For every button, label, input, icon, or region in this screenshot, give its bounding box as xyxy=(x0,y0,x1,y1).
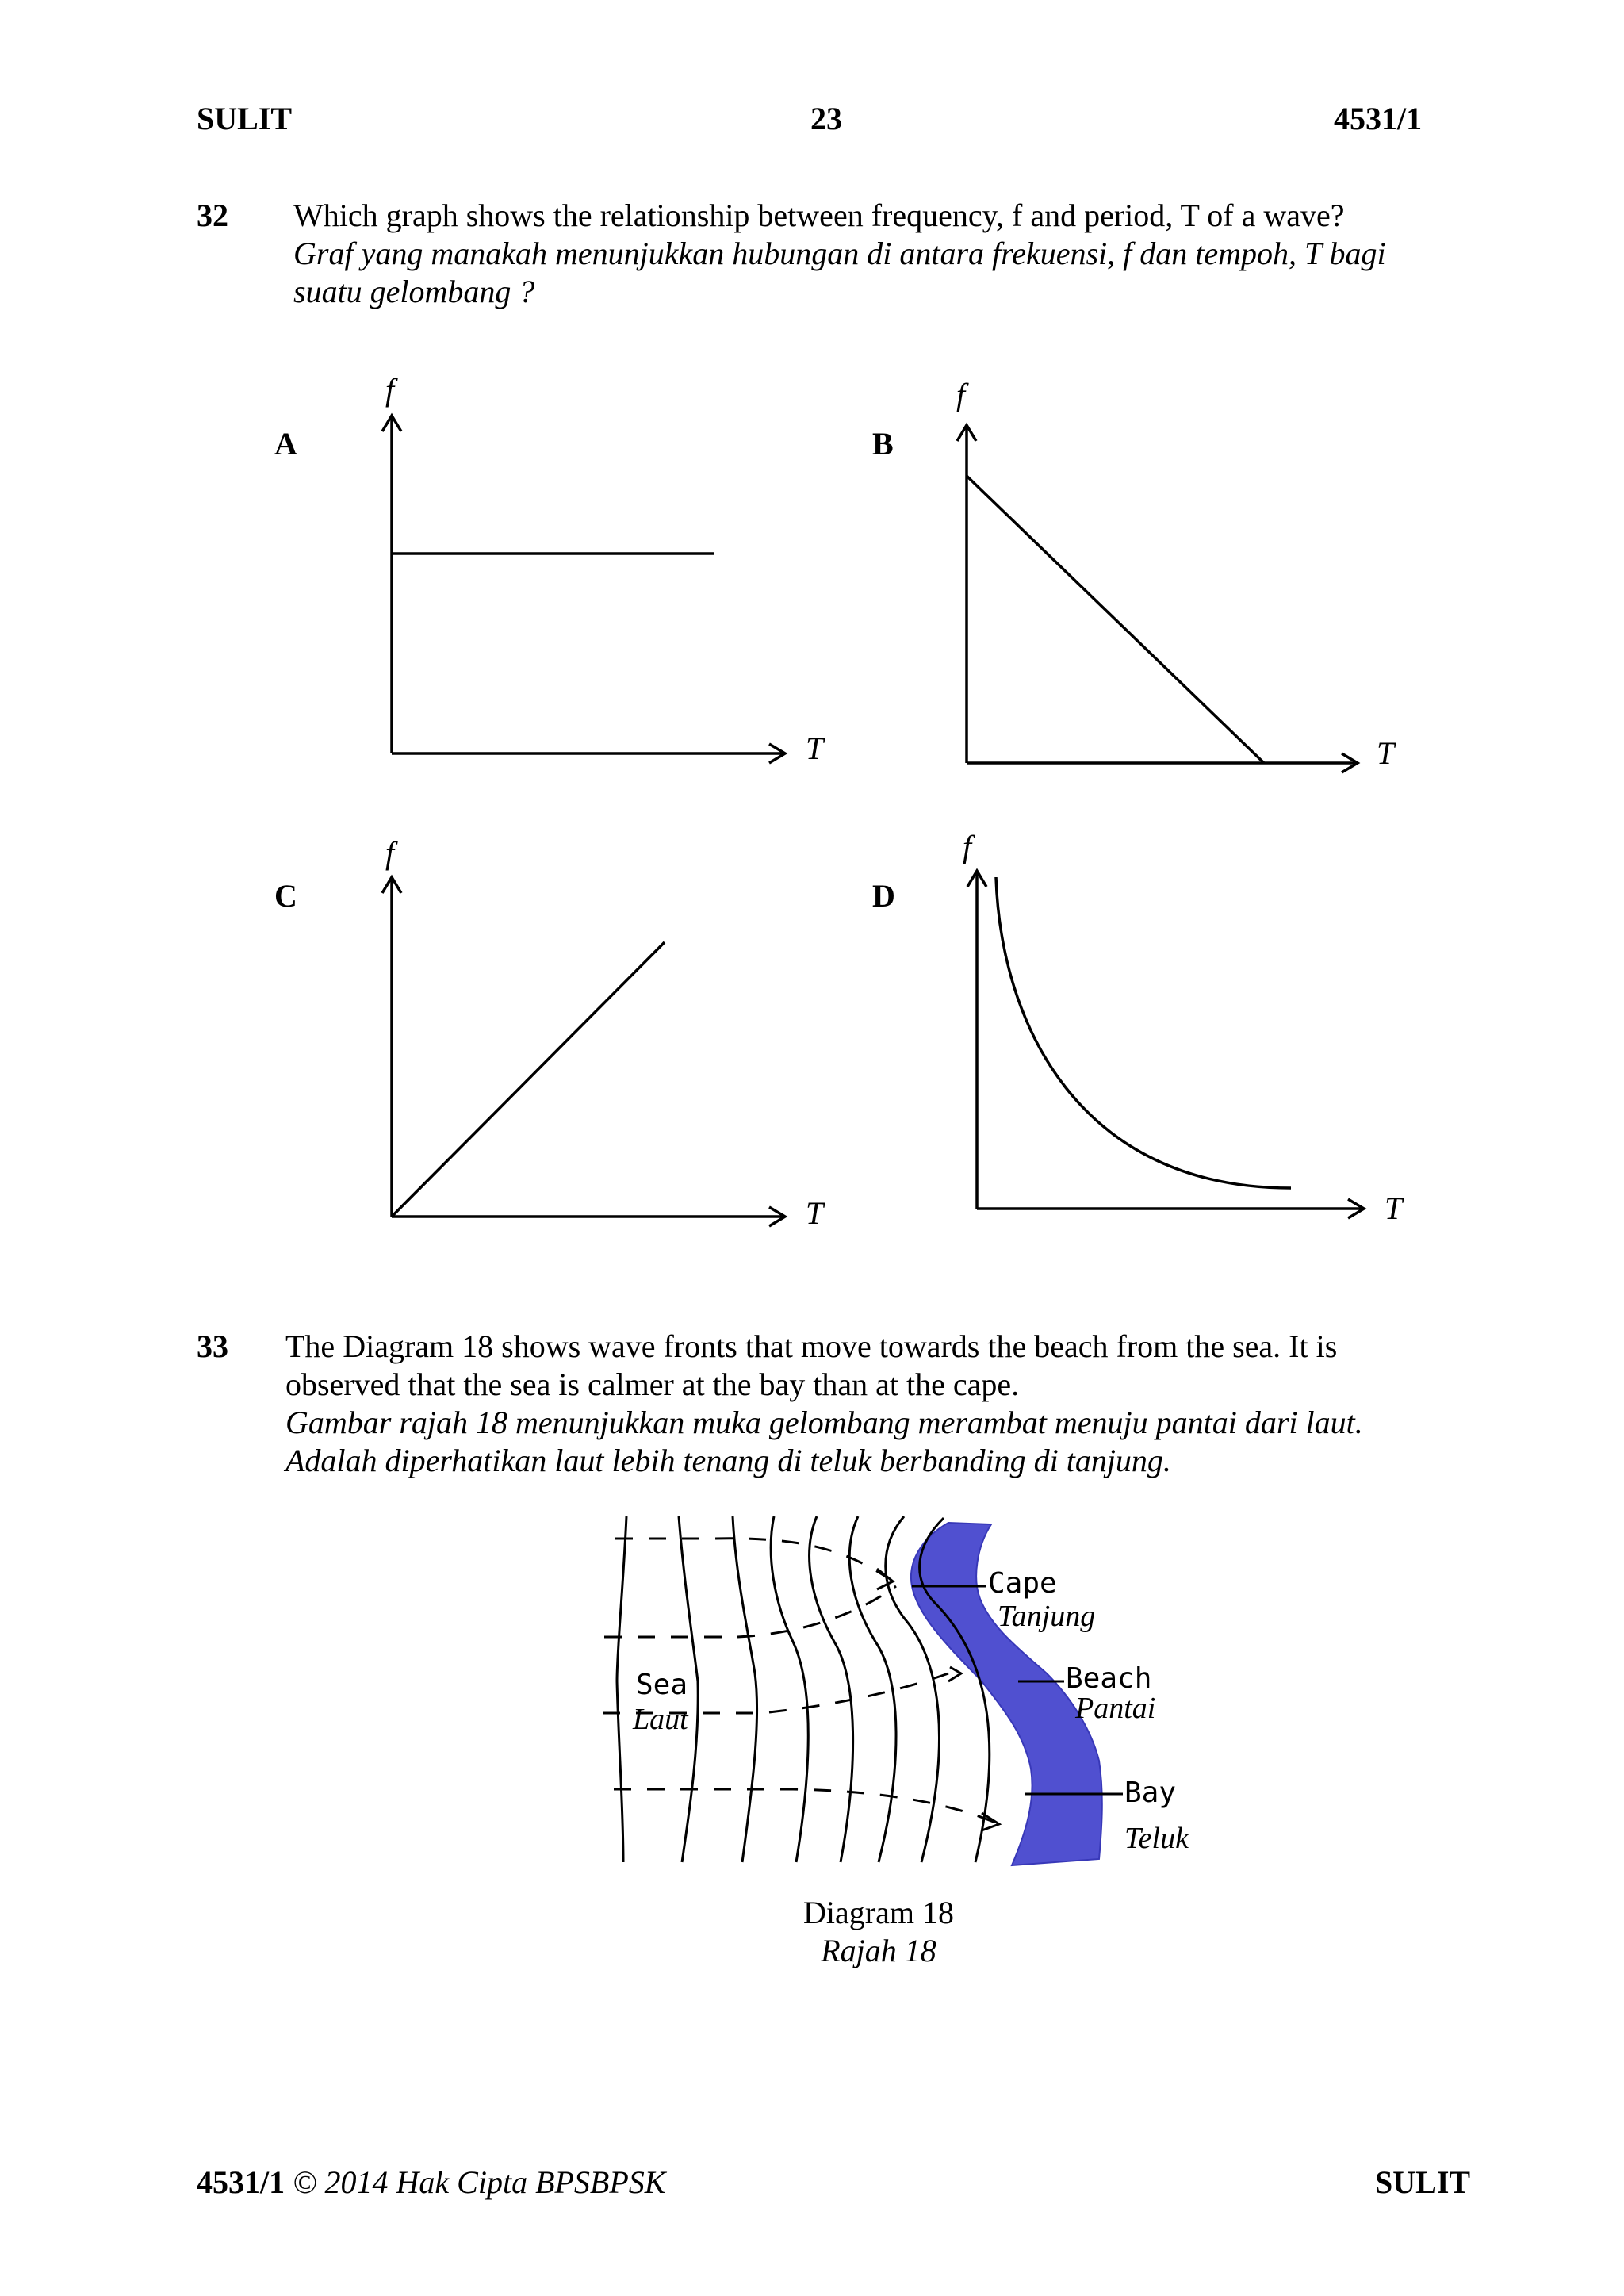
beach-label: Beach xyxy=(1066,1662,1152,1695)
graph-c-y-label: f xyxy=(385,835,395,871)
question-33-text-en-line2: observed that the sea is calmer at the bay than at the cape. xyxy=(285,1366,1020,1402)
tanjung-label: Tanjung xyxy=(998,1600,1096,1633)
question-32-number: 32 xyxy=(197,197,228,233)
question-33-text-en-line1: The Diagram 18 shows wave fronts that move towards the beach from the sea. It is xyxy=(285,1328,1338,1364)
bay-label: Bay xyxy=(1124,1777,1177,1809)
graph-d-y-label: f xyxy=(963,829,972,864)
graph-b-y-label: f xyxy=(956,377,966,412)
cape-label: Cape xyxy=(988,1567,1057,1600)
graph-d-x-label: T xyxy=(1385,1190,1403,1226)
question-32-text-en: Which graph shows the relationship between frequency, f and period, T of a wave? xyxy=(293,197,1345,233)
option-d-letter: D xyxy=(872,878,895,914)
graph-b-x-label: T xyxy=(1377,735,1395,771)
diagram-caption-ms: Rajah 18 xyxy=(821,1933,936,1968)
header-left: SULIT xyxy=(197,101,293,136)
question-33-number: 33 xyxy=(197,1328,228,1364)
question-32-text-ms-line2: suatu gelombang ? xyxy=(293,274,535,309)
footer-right: SULIT xyxy=(1375,2164,1471,2200)
graph-c-x-label: T xyxy=(806,1195,824,1231)
graph-a-x-label: T xyxy=(806,730,824,766)
option-c-letter: C xyxy=(274,878,297,914)
graph-a-y-label: f xyxy=(385,372,395,408)
option-b-letter: B xyxy=(872,426,894,462)
footer-left xyxy=(197,2164,665,2201)
header-right: 4531/1 xyxy=(1334,101,1423,136)
pantai-label: Pantai xyxy=(1075,1692,1156,1725)
page-number: 23 xyxy=(810,101,842,136)
option-a-letter: A xyxy=(274,426,297,462)
laut-label: Laut xyxy=(633,1703,688,1736)
question-33-text-ms-line2: Adalah diperhatikan laut lebih tenang di teluk berbanding di tanjung. xyxy=(285,1443,1171,1478)
diagram-caption-en: Diagram 18 xyxy=(803,1895,954,1930)
question-33-text-ms-line1: Gambar rajah 18 menunjukkan muka gelombang merambat menuju pantai dari laut. xyxy=(285,1405,1363,1440)
teluk-label: Teluk xyxy=(1124,1822,1189,1855)
footer-copyright: © 2014 Hak Cipta BPSBPSK xyxy=(293,2164,666,2200)
sea-label: Sea xyxy=(636,1669,688,1701)
question-32-text-ms-line1: Graf yang manakah menunjukkan hubungan di antara frekuensi, f dan tempoh, T bagi xyxy=(293,236,1386,271)
footer-code: 4531/1 xyxy=(197,2164,285,2200)
